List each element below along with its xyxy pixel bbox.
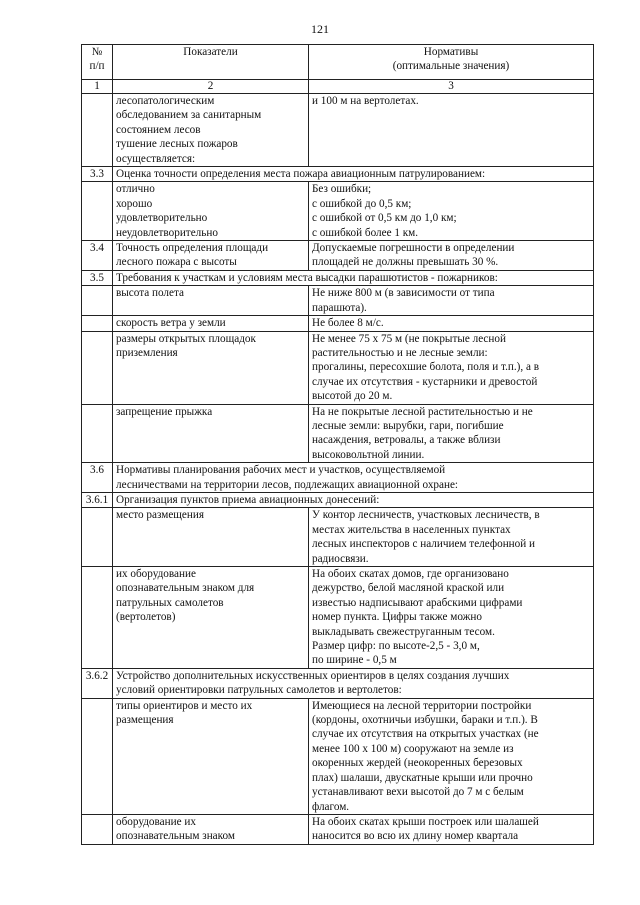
table-row [82,286,594,316]
row-number [82,94,113,167]
indicator-cell: скорость ветра у земли [113,316,309,331]
table-row [82,94,594,167]
row-number: 3.5 [82,270,113,285]
norm-cell: Не ниже 800 м (в зависимости от типа парашюта). [309,286,594,316]
section-heading: Требования к участкам и условиям места высадки парашютистов - пожарников: [113,270,594,285]
norm-cell: На обоих скатах крыши построек или шалашей наносится во всю их длину номер квартала [309,814,594,844]
table-row [82,567,594,669]
table-row [82,463,594,493]
header-indicators: Показатели [113,45,309,80]
table-body [82,94,594,845]
row-number: 3.6.2 [82,668,113,698]
table-row [82,167,594,182]
norm-cell: Имеющиеся на лесной территории постройки (кордоны, охотничьи избушки, бараки и т.п.). В случае их отсутствия на открытых участках (не менее 100 х 100 м) сооружают на земле из окоренных жердей (неокоренных березовых плах) шалаши, двускатные крыши или прочно устанавливают вехи высотой до 7 м с белым флагом. [309,698,594,814]
row-number [82,814,113,844]
page-number: 121 [311,22,329,36]
row-number [82,316,113,331]
row-number: 3.6.1 [82,492,113,507]
row-number [82,331,113,404]
norms-table [81,44,594,845]
indicator-cell: их оборудование опознавательным знаком для патрульных самолетов (вертолетов) [113,567,309,669]
table-row [82,508,594,567]
column-number-1: 1 [82,80,113,94]
norm-cell: и 100 м на вертолетах. [309,94,594,167]
table-row [82,241,594,271]
table-row [82,182,594,241]
row-number: 3.4 [82,241,113,271]
row-number [82,182,113,241]
header-norms: Нормативы (оптимальные значения) [309,45,594,80]
table-row [82,668,594,698]
row-number [82,698,113,814]
indicator-cell: оборудование их опознавательным знаком [113,814,309,844]
norm-cell: Не менее 75 х 75 м (не покрытые лесной растительностью и не лесные земли: прогалины, пересохшие болота, поля и т.п.), а в случае их отсутствия - кустарники и древостой высотой до 20 м. [309,331,594,404]
column-number-3: 3 [309,80,594,94]
row-number: 3.6 [82,463,113,493]
table-row [82,698,594,814]
column-number-2: 2 [113,80,309,94]
table-row [82,316,594,331]
norm-cell: Допускаемые погрешности в определении площадей не должны превышать 30 %. [309,241,594,271]
row-number [82,286,113,316]
norm-cell: Не более 8 м/с. [309,316,594,331]
norm-cell: Без ошибки; с ошибкой до 0,5 км; с ошибкой от 0,5 км до 1,0 км; с ошибкой более 1 км. [309,182,594,241]
row-number [82,404,113,463]
section-heading: Нормативы планирования рабочих мест и участков, осуществляемой лесничествами на территории лесов, подлежащих авиационной охране: [113,463,594,493]
table-row [82,331,594,404]
indicator-cell: размеры открытых площадок приземления [113,331,309,404]
section-heading: Оценка точности определения места пожара авиационным патрулированием: [113,167,594,182]
norm-cell: У контор лесничеств, участковых лесничеств, в местах жительства в населенных пунктах лесных инспекторов с наличием телефонной и радиосвязи. [309,508,594,567]
indicator-cell: лесопатологическим обследованием за санитарным состоянием лесов тушение лесных пожаров осуществляется: [113,94,309,167]
table-row [82,270,594,285]
row-number [82,508,113,567]
row-number [82,567,113,669]
table-header-row [82,45,594,80]
indicator-cell: высота полета [113,286,309,316]
header-number: № п/п [82,45,113,80]
norm-cell: На обоих скатах домов, где организовано дежурство, белой масляной краской или известью надписывают арабскими цифрами номер пункта. Цифры также можно выкладывать свежеструганным тесом. Размер цифр: по высоте-2,5 - 3,0 м, по ширине - 0,5 м [309,567,594,669]
indicator-cell: типы ориентиров и место их размещения [113,698,309,814]
indicator-cell: отлично хорошо удовлетворительно неудовлетворительно [113,182,309,241]
row-number: 3.3 [82,167,113,182]
table-row [82,492,594,507]
indicator-cell: место размещения [113,508,309,567]
section-heading: Организация пунктов приема авиационных донесений: [113,492,594,507]
section-heading: Устройство дополнительных искусственных ориентиров в целях создания лучших условий ориентировки патрульных самолетов и вертолетов: [113,668,594,698]
column-numbers-row [82,80,594,94]
table-row [82,404,594,463]
indicator-cell: Точность определения площади лесного пожара с высоты [113,241,309,271]
indicator-cell: запрещение прыжка [113,404,309,463]
table-row [82,814,594,844]
norm-cell: На не покрытые лесной растительностью и не лесные земли: вырубки, гари, погибшие насаждения, ветровалы, а также вблизи высоковольтной линии. [309,404,594,463]
